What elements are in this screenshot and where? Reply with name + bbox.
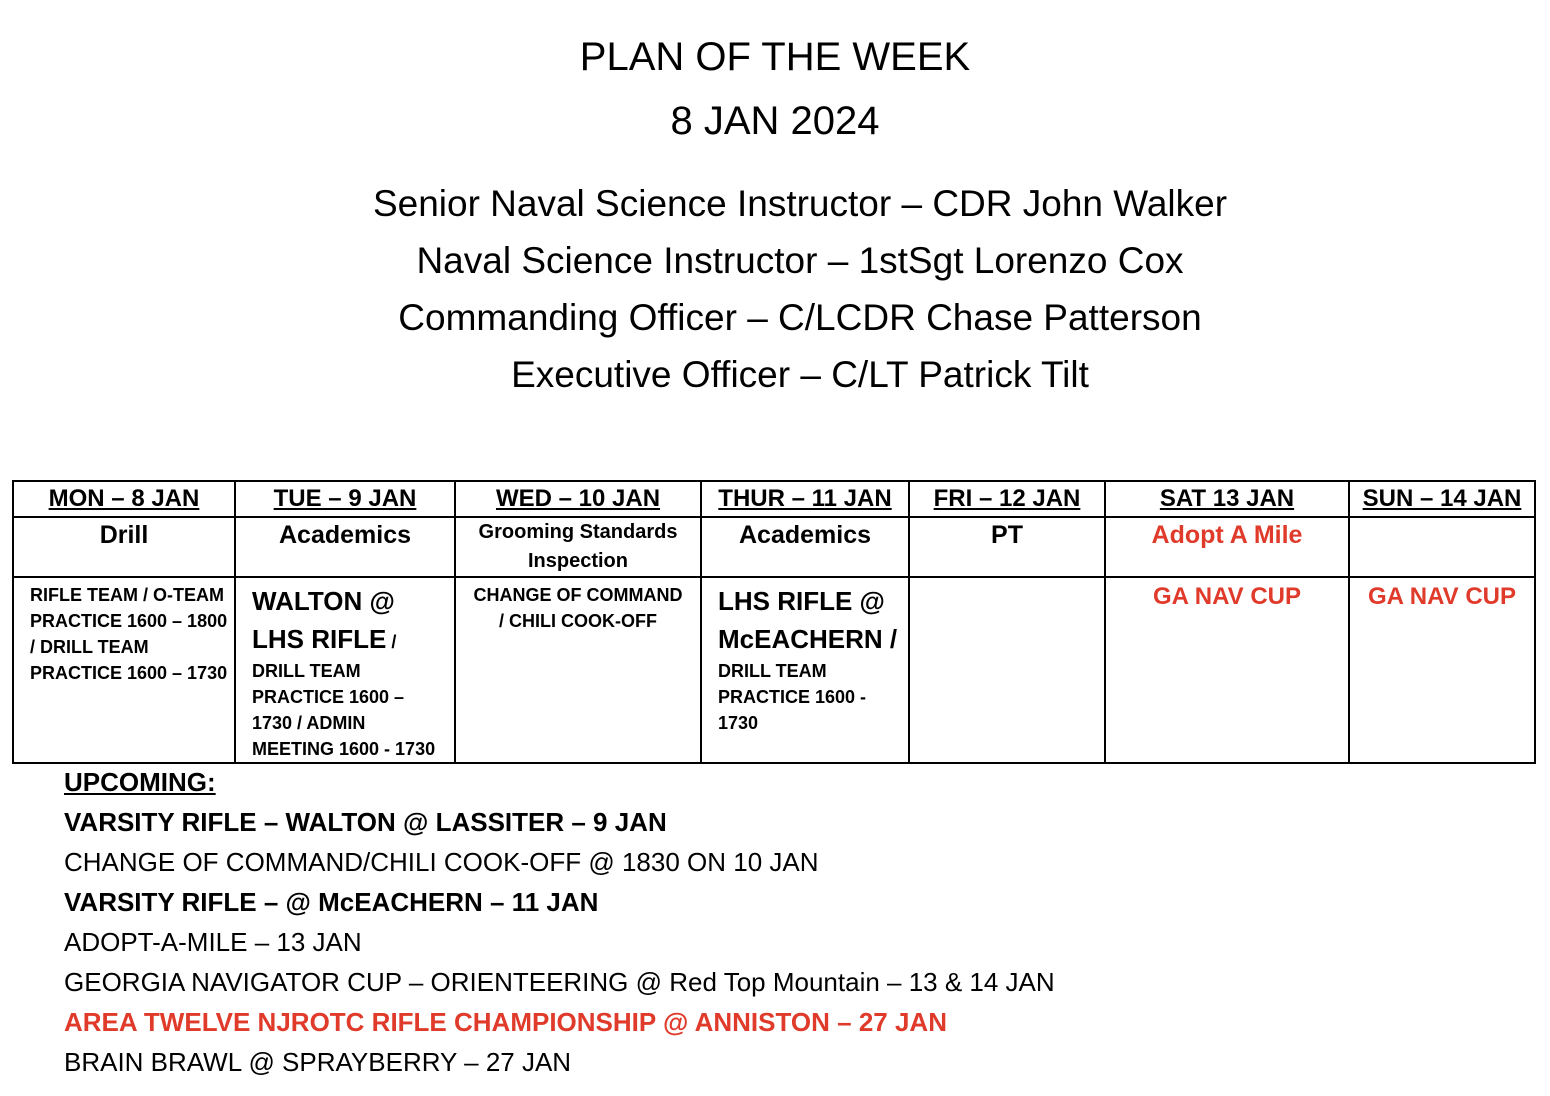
upcoming-item-highlight: AREA TWELVE NJROTC RIFLE CHAMPIONSHIP @ ANNISTON – 27 JAN bbox=[64, 1007, 947, 1037]
day-header-mon: MON – 8 JAN bbox=[13, 481, 235, 517]
upcoming-section bbox=[64, 766, 1514, 1086]
upcoming-item: VARSITY RIFLE – @ McEACHERN – 11 JAN bbox=[64, 887, 599, 917]
upcoming-item: ADOPT-A-MILE – 13 JAN bbox=[64, 927, 362, 957]
activity-sun bbox=[1349, 517, 1535, 577]
activity-mon: Drill bbox=[13, 517, 235, 577]
day-header-sat: SAT 13 JAN bbox=[1105, 481, 1349, 517]
upcoming-item: CHANGE OF COMMAND/CHILI COOK-OFF @ 1830 ON 10 JAN bbox=[64, 847, 819, 877]
events-sat: GA NAV CUP bbox=[1105, 577, 1349, 763]
upcoming-item: BRAIN BRAWL @ SPRAYBERRY – 27 JAN bbox=[64, 1047, 572, 1077]
events-sun: GA NAV CUP bbox=[1349, 577, 1535, 763]
activity-tue: Academics bbox=[235, 517, 455, 577]
events-thu-detail: DRILL TEAM PRACTICE 1600 - 1730 bbox=[718, 661, 867, 733]
day-header-fri: FRI – 12 JAN bbox=[909, 481, 1105, 517]
activity-sat: Adopt A Mile bbox=[1105, 517, 1349, 577]
events-wed-line-1: CHANGE OF COMMAND bbox=[473, 585, 683, 605]
activity-row bbox=[13, 517, 1535, 577]
events-thu bbox=[701, 577, 909, 763]
activity-fri: PT bbox=[909, 517, 1105, 577]
events-wed bbox=[455, 577, 701, 763]
day-header-sun: SUN – 14 JAN bbox=[1349, 481, 1535, 517]
staff-line-snsi: Senior Naval Science Instructor – CDR John Walker bbox=[372, 183, 1228, 224]
day-header-row bbox=[13, 481, 1535, 517]
events-mon: RIFLE TEAM / O-TEAM PRACTICE 1600 – 1800 / DRILL TEAM PRACTICE 1600 – 1730 bbox=[13, 577, 235, 763]
weekly-schedule-table bbox=[12, 480, 1536, 764]
activity-thu: Academics bbox=[701, 517, 909, 577]
day-header-thu: THUR – 11 JAN bbox=[701, 481, 909, 517]
events-row bbox=[13, 577, 1535, 763]
page-title: PLAN OF THE WEEK bbox=[579, 35, 971, 79]
day-header-wed: WED – 10 JAN bbox=[455, 481, 701, 517]
staff-line-xo: Executive Officer – C/LT Patrick Tilt bbox=[511, 354, 1089, 395]
events-tue bbox=[235, 577, 455, 763]
upcoming-item: VARSITY RIFLE – WALTON @ LASSITER – 9 JAN bbox=[64, 807, 667, 837]
events-thu-highlight: LHS RIFLE @ McEACHERN / bbox=[718, 586, 898, 654]
week-date: 8 JAN 2024 bbox=[670, 99, 880, 143]
events-tue-detail: / DRILL TEAM PRACTICE 1600 – 1730 / ADMIN MEETING 1600 - 1730 bbox=[252, 632, 436, 759]
staff-line-nsi: Naval Science Instructor – 1stSgt Lorenzo Cox bbox=[416, 240, 1184, 281]
upcoming-heading: UPCOMING: bbox=[64, 767, 216, 797]
activity-wed: Grooming Standards Inspection bbox=[455, 517, 701, 577]
events-fri bbox=[909, 577, 1105, 763]
staff-line-co: Commanding Officer – C/LCDR Chase Patterson bbox=[398, 297, 1202, 338]
upcoming-item: GEORGIA NAVIGATOR CUP – ORIENTEERING @ Red Top Mountain – 13 & 14 JAN bbox=[64, 967, 1055, 997]
day-header-tue: TUE – 9 JAN bbox=[235, 481, 455, 517]
events-wed-line-2: / CHILI COOK-OFF bbox=[499, 611, 657, 631]
events-tue-highlight: WALTON @ LHS RIFLE bbox=[252, 586, 395, 654]
